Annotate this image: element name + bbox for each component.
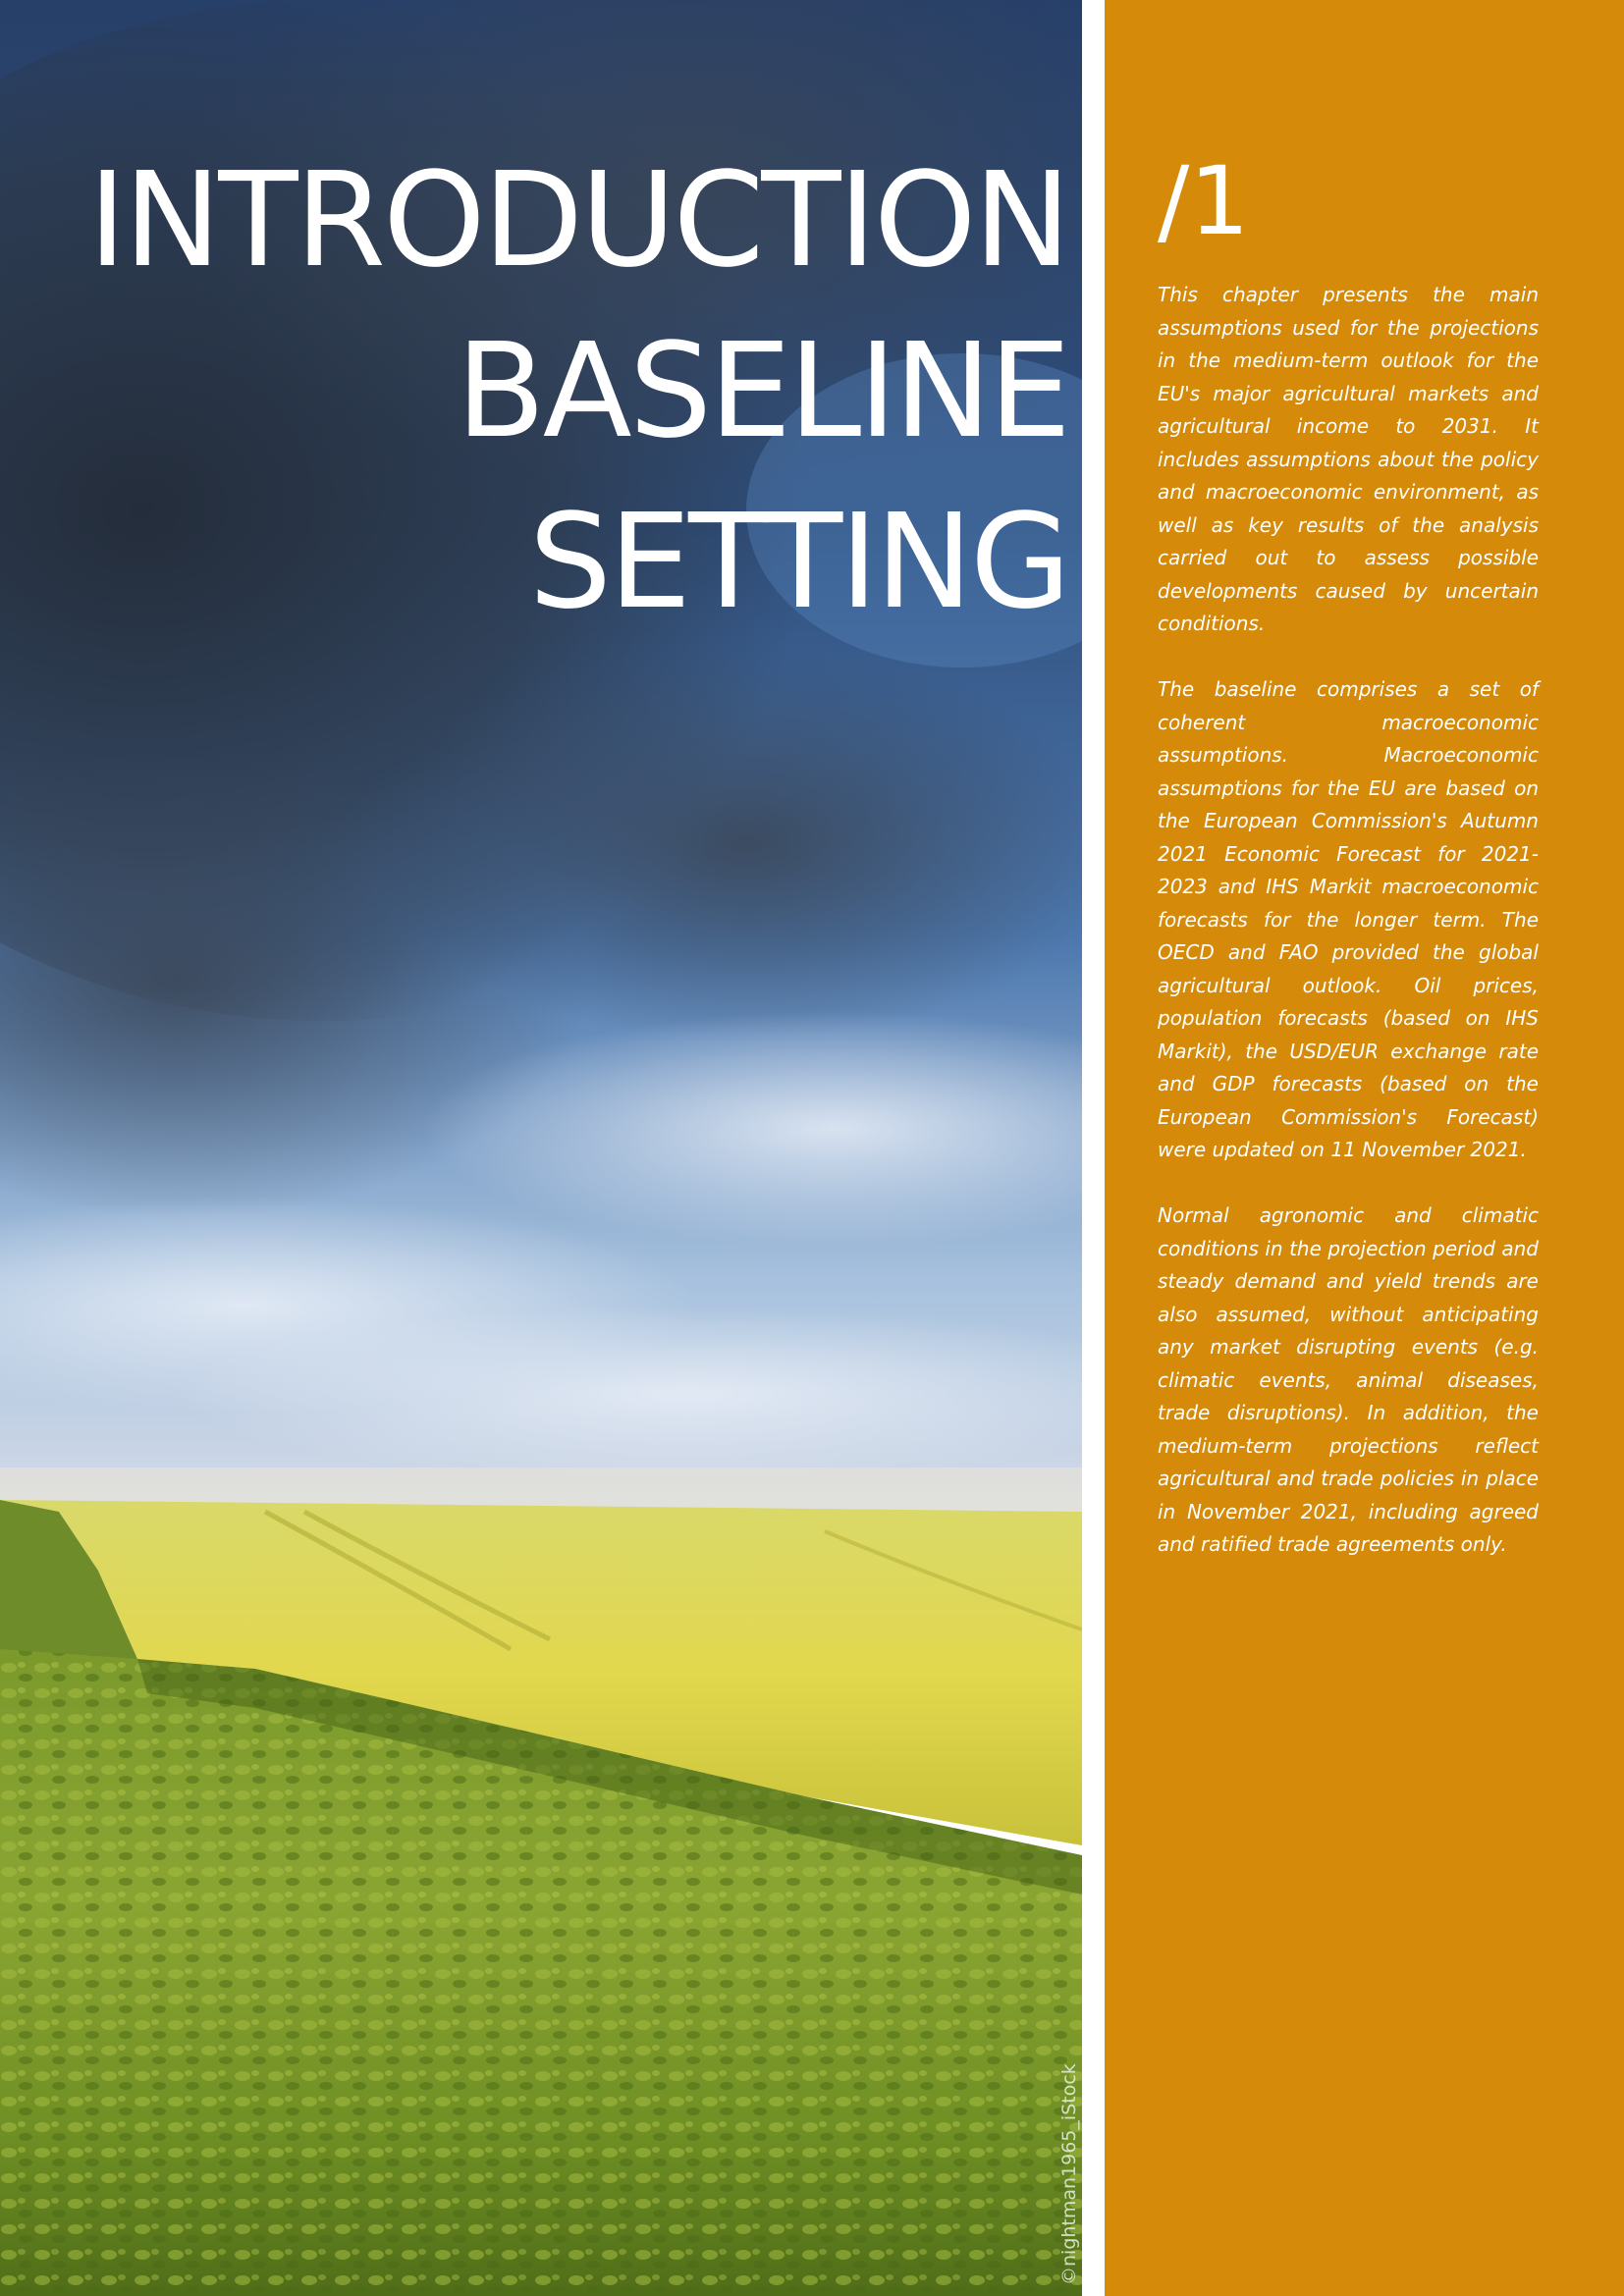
intro-paragraph-3: Normal agronomic and climatic conditions in the projection period and steady demand and yield trends are also assumed, without anticipating any market disrupting events (e.g. climatic events, animal diseases, trade disruptions). In addition, the medium-term projections reflect agricultural and trade policies in place in November 2021, including agreed and ratified trade agreements only.: [1158, 1203, 1539, 1556]
intro-paragraph-1: This chapter presents the main assumptions used for the projections in the medium-term outlook for the EU's major agricultural markets and agricultural income to 2031. It includes assumptions about the policy and macroeconomic environment, as well as key results of the analysis carried out to assess possible developments caused by uncertain conditions.: [1158, 283, 1539, 635]
chapter-title-line-2: BASELINE: [456, 316, 1068, 467]
chapter-title-line-3: SETTING: [528, 487, 1068, 638]
chapter-title-line-1: INTRODUCTION: [87, 145, 1068, 296]
chapter-title: [88, 135, 1068, 648]
intro-text: [1158, 279, 1539, 1594]
intro-paragraph-2: The baseline comprises a set of coherent macroeconomic assumptions. Macroeconomic assumptions for the EU are based on the European Commission's Autumn 2021 Economic Forecast for 2021-2023 and IHS Markit macroeconomic forecasts for the longer term. The OECD and FAO provided the global agricultural outlook. Oil prices, population forecasts (based on IHS Markit), the USD/EUR exchange rate and GDP forecasts (based on the European Commission's Forecast) were updated on 11 November 2021.: [1158, 677, 1539, 1161]
photo-credit: ©nightman1965_iStock: [1058, 2063, 1080, 2285]
chapter-number: /1: [1158, 146, 1250, 256]
chapter-intro-panel: [1105, 0, 1624, 2296]
